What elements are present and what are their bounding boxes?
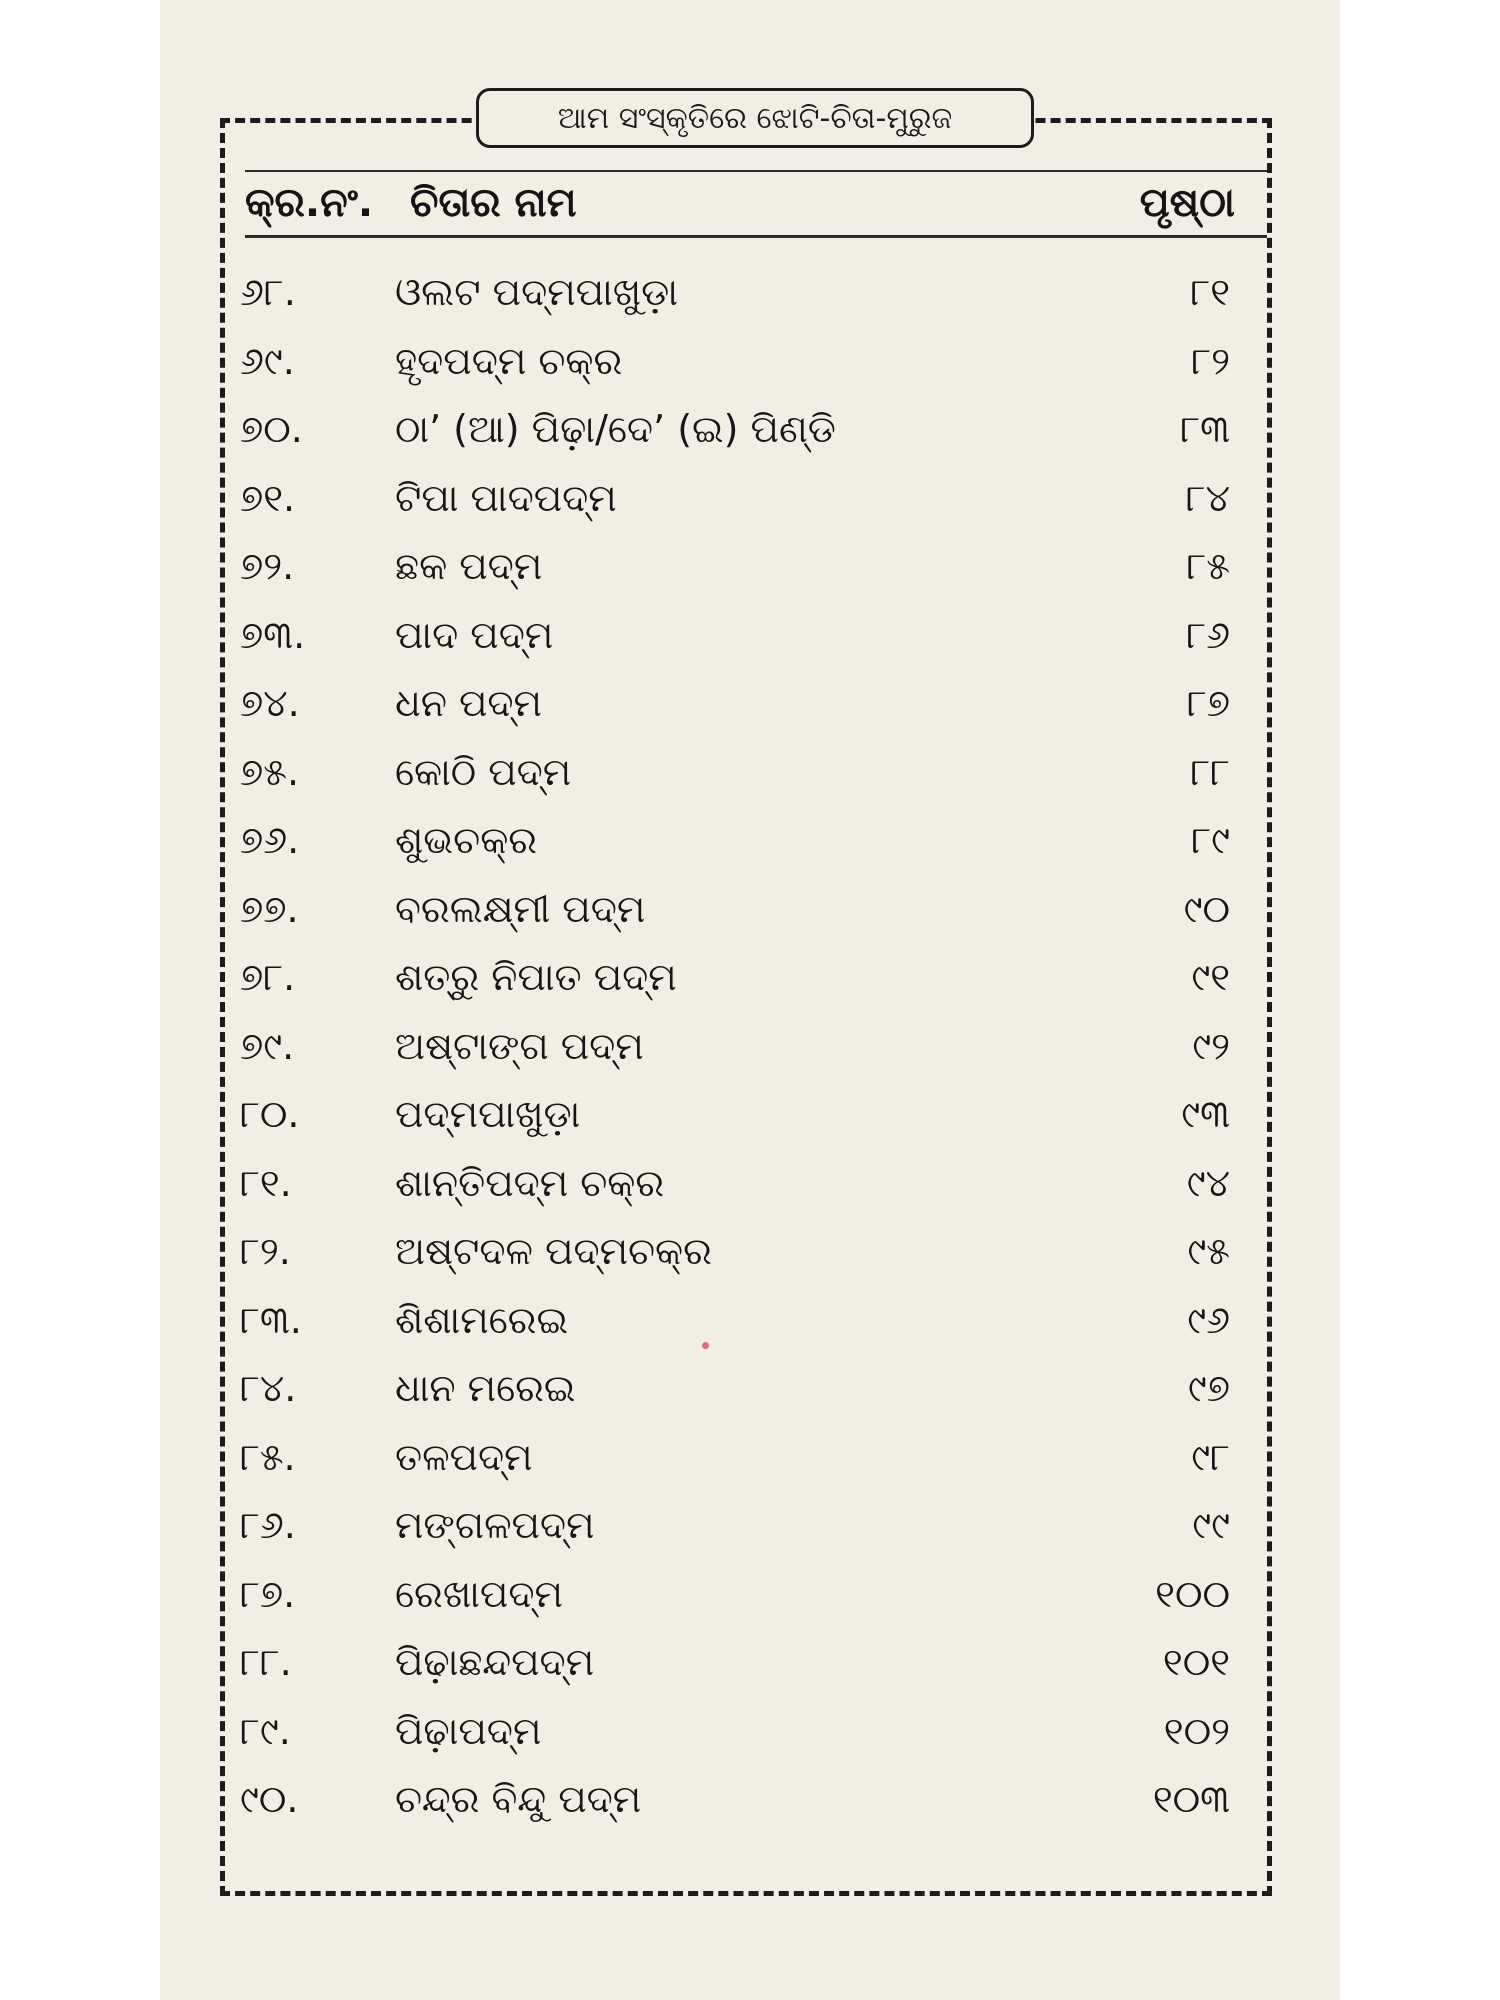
row-design-name: ଧନ ପଦ୍ମ (395, 681, 542, 725)
row-design-name: ମଙ୍ଗଳପଦ୍ମ (395, 1503, 595, 1547)
table-row (0, 1628, 1500, 1696)
row-design-name: ଶିଶାମରେଇ (395, 1297, 569, 1342)
row-design-name: କୋଠି ପଦ୍ମ (395, 749, 572, 794)
row-number: ୮୪. (240, 1366, 297, 1410)
row-page-number: ୧୦୩ (1152, 1777, 1230, 1821)
row-page-number: ୮୫ (1186, 544, 1230, 588)
row-number: ୭୭. (240, 886, 299, 931)
column-header-name: ଚିତାର ନାମ (410, 180, 577, 226)
row-page-number: ୯୨ (1192, 1023, 1230, 1068)
row-page-number: ୮୪ (1185, 475, 1230, 520)
row-page-number: ୯୬ (1187, 1297, 1230, 1342)
row-number: ୮୭. (240, 1571, 296, 1616)
table-row (0, 258, 1500, 326)
ink-stain (702, 1342, 709, 1349)
row-page-number: ୮୩ (1180, 407, 1230, 451)
table-row (0, 1491, 1500, 1559)
row-number: ୮୦. (240, 1092, 300, 1136)
table-row (0, 1012, 1500, 1080)
table-row (0, 1765, 1500, 1833)
row-number: ୭୨. (240, 544, 295, 588)
table-row (0, 1149, 1500, 1217)
table-row (0, 601, 1500, 669)
row-design-name: ଅଷ୍ଟାଙ୍ଗ ପଦ୍ମ (395, 1023, 644, 1068)
row-page-number: ୯୧ (1191, 955, 1230, 999)
row-number: ୭୧. (240, 475, 296, 520)
table-row (0, 669, 1500, 737)
row-page-number: ୮୧ (1190, 270, 1230, 314)
row-number: ୮୫. (240, 1434, 296, 1479)
row-page-number: ୮୯ (1191, 818, 1230, 862)
table-row (0, 1217, 1500, 1285)
row-page-number: ୧୦୧ (1162, 1640, 1230, 1684)
row-number: ୮୧. (240, 1160, 292, 1205)
row-page-number: ୧୦୦ (1155, 1571, 1230, 1616)
row-number: ୮୬. (240, 1503, 296, 1547)
row-number: ୬୯. (240, 338, 295, 383)
column-header-page: ପୃଷ୍ଠା (1139, 180, 1235, 226)
row-design-name: ପାଦ ପଦ୍ମ (395, 612, 554, 657)
book-title: ଆମ ସଂସ୍କୃତିରେ ଝୋଟି-ଚିତା-ମୁରୁଜ (557, 100, 953, 136)
row-number: ୯୦. (240, 1777, 299, 1821)
row-page-number: ୯୩ (1181, 1092, 1230, 1136)
row-design-name: ପିଢ଼ାଛନ୍ଦପଦ୍ମ (395, 1640, 595, 1684)
row-design-name: ଠା’ (ଆ) ପିଢ଼ା/ଦେ’ (ଇ) ପିଣ୍ଡି (395, 407, 836, 451)
row-design-name: ରେଖାପଦ୍ମ (395, 1571, 563, 1616)
table-row (0, 875, 1500, 943)
row-page-number: ୯୫ (1187, 1229, 1230, 1273)
row-number: ୭୮. (240, 955, 296, 999)
table-row (0, 1286, 1500, 1354)
table-row (0, 943, 1500, 1011)
table-row (0, 395, 1500, 463)
row-page-number: ୯୭ (1187, 1366, 1230, 1410)
row-number: ୭୦. (240, 407, 303, 451)
row-number: ୭୪. (240, 681, 300, 725)
row-design-name: ଶୁଭଚକ୍ର (395, 818, 538, 862)
table-row (0, 532, 1500, 600)
row-number: ୮୯. (240, 1708, 291, 1753)
table-row (0, 464, 1500, 532)
row-page-number: ୮୭ (1186, 681, 1230, 725)
row-number: ୭୯. (240, 1023, 295, 1068)
row-design-name: ଧାନ ମରେଇ (395, 1366, 576, 1410)
row-page-number: ୯୦ (1183, 886, 1230, 931)
row-page-number: ୮୨ (1191, 338, 1230, 383)
table-row (0, 1697, 1500, 1765)
table-row (0, 327, 1500, 395)
row-design-name: ଛକ ପଦ୍ମ (395, 544, 543, 588)
table-row (0, 738, 1500, 806)
table-row (0, 1423, 1500, 1491)
row-design-name: ବରଲକ୍ଷ୍ମୀ ପଦ୍ମ (395, 886, 646, 931)
book-title-label (476, 88, 1034, 148)
row-design-name: ଓଲଟ ପଦ୍ମପାଖୁଡ଼ା (395, 270, 678, 314)
row-number: ୭୬. (240, 818, 300, 862)
row-design-name: ଚନ୍ଦ୍ର ବିନ୍ଦୁ ପଦ୍ମ (395, 1777, 642, 1821)
row-number: ୮୮. (240, 1640, 292, 1684)
row-number: ୮୨. (240, 1229, 291, 1273)
table-row (0, 806, 1500, 874)
row-design-name: ଶତ୍ରୁ ନିପାତ ପଦ୍ମ (395, 955, 677, 999)
column-header-number: କ୍ର.ନଂ. (245, 180, 374, 226)
table-header-rule (245, 170, 1267, 238)
row-number: ୮୩. (240, 1297, 302, 1342)
row-page-number: ୧୦୨ (1163, 1708, 1230, 1753)
row-page-number: ୯୯ (1192, 1503, 1230, 1547)
row-design-name: ପଦ୍ମପାଖୁଡ଼ା (395, 1092, 581, 1136)
row-design-name: ଶାନ୍ତିପଦ୍ମ ଚକ୍ର (395, 1160, 665, 1205)
row-number: ୬୮. (240, 270, 296, 314)
table-row (0, 1080, 1500, 1148)
table-row (0, 1354, 1500, 1422)
row-design-name: ପିଢ଼ାପଦ୍ମ (395, 1708, 542, 1753)
row-design-name: ତଳପଦ୍ମ (395, 1434, 533, 1479)
row-design-name: ହୃଦପଦ୍ମ ଚକ୍ର (395, 338, 623, 383)
row-page-number: ୮୮ (1190, 749, 1230, 794)
row-design-name: ଟିପା ପାଦପଦ୍ମ (395, 475, 617, 520)
table-row (0, 1560, 1500, 1628)
row-page-number: ୮୬ (1186, 612, 1230, 657)
row-number: ୭୫. (240, 749, 300, 794)
row-design-name: ଅଷ୍ଟଦଳ ପଦ୍ମଚକ୍ର (395, 1229, 712, 1273)
row-number: ୭୩. (240, 612, 306, 657)
row-page-number: ୯୮ (1191, 1434, 1230, 1479)
row-page-number: ୯୪ (1186, 1160, 1230, 1205)
